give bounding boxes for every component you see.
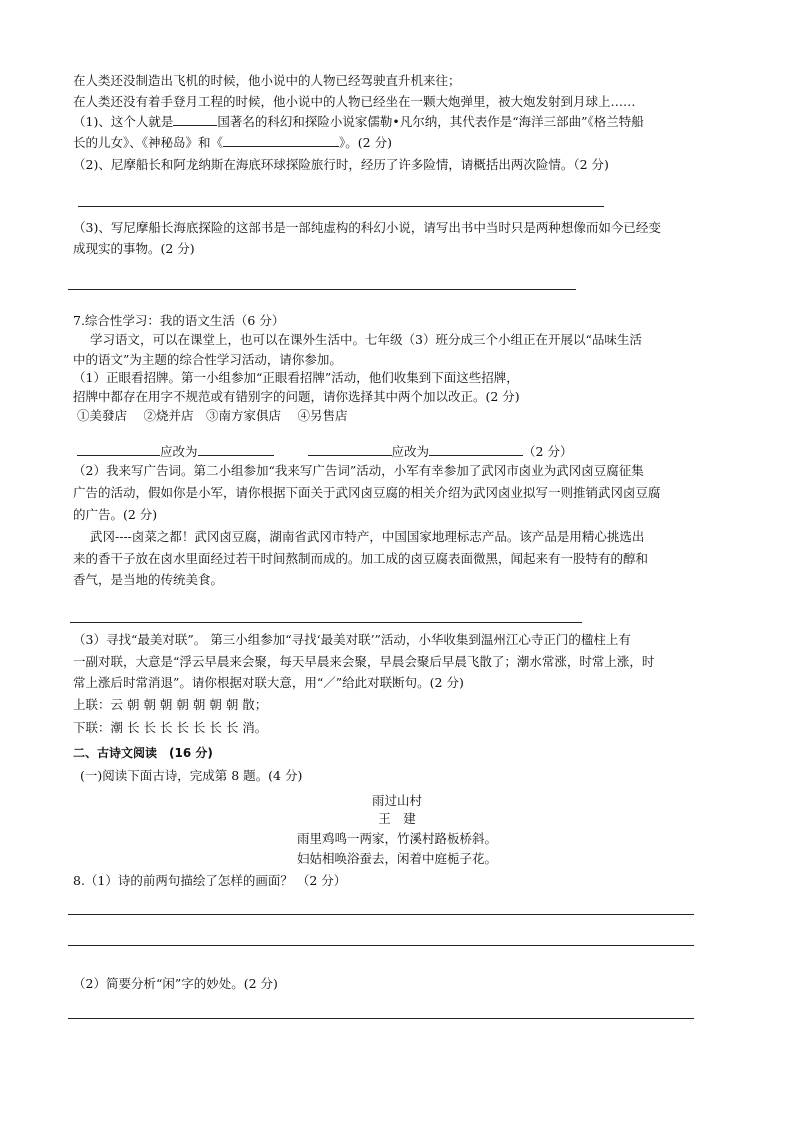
section-2-title: 二、古诗文阅读 (16 分): [73, 746, 213, 760]
couplet-upper: 上联：云 朝 朝 朝 朝 朝 朝 朝 散；: [73, 697, 268, 712]
intro-line-1: 在人类还没制造出飞机的时候，他小说中的人物已经驾驶直升机来往；: [73, 73, 461, 88]
couplet-lower: 下联：潮 长 长 长 长 长 长 长 消。: [73, 720, 268, 735]
q7-part2-line1: （2）我来写广告词。第二小组参加“我来写广告词”活动，小军有幸参加了武冈市卤业为武冈卤豆腐征集: [73, 463, 644, 478]
q7-part1-line1: （1）正眼看招牌。第一小组参加“正眼看招牌”活动，他们收集到下面这些招牌，: [73, 370, 519, 385]
q7-title: 7.综合性学习：我的语文生活（6 分）: [73, 313, 285, 328]
q6-part2: （2)、尼摩船长和阿龙纳斯在海底环球探险旅行时，经历了许多险情，请概括出两次险情。（2 分): [73, 157, 609, 172]
author-country-blank[interactable]: [173, 113, 217, 126]
q7-part3-line1: （3）寻找“最美对联”。 第三小组参加“寻找‘最美对联’”活动，小华收集到温州江心寺正门的楹柱上有: [73, 632, 631, 647]
answer-line-q8-2[interactable]: [68, 1018, 694, 1019]
q7-part1-line2: 招牌中都存在用字不规范或有错别字的问题，请你选择其中两个加以改正。(2 分): [73, 389, 520, 404]
poem-title: 雨过山村: [371, 793, 422, 808]
signboard-list: ①美發店 ②烧并店 ③南方家俱店 ④另售店: [77, 408, 348, 423]
q6-part1-text-a: （1)、这个人就是: [73, 114, 174, 129]
book-title-blank[interactable]: [223, 134, 339, 147]
q6-part1-text-d: 》。(2 分): [339, 135, 392, 150]
answer-line-q6-2[interactable]: [78, 206, 604, 207]
answer-line-ad[interactable]: [70, 622, 582, 623]
q7-intro-line1: 学习语文，可以在课堂上，也可以在课外生活中。七年级（3）班分成三个小组正在开展以“品味生活: [90, 332, 642, 347]
q7-part3-line3: 常上涨后时常消退”。请你根据对联大意，用“／”给此对联断句。(2 分): [73, 675, 464, 690]
wrong-sign-blank-2[interactable]: [308, 443, 392, 456]
fix-label-2: 应改为: [391, 444, 430, 459]
q6-part1-line1: [73, 113, 644, 131]
wrong-sign-blank-1[interactable]: [77, 443, 160, 456]
q6-part1-text-b: 国著名的科幻和探险小说家儒勒•凡尔纳，其代表作是“海洋三部曲”《格兰特船: [217, 114, 644, 129]
section-2-sub: (一)阅读下面古诗，完成第 8 题。(4 分): [80, 768, 303, 783]
answer-line-q8-1a[interactable]: [68, 914, 694, 915]
intro-line-2: 在人类还没有着手登月工程的时候，他小说中的人物已经坐在一颗大炮弹里，被大炮发射到月球上……: [73, 94, 636, 109]
answer-line-q8-1b[interactable]: [68, 945, 694, 946]
ad-intro-line1: 武冈----卤菜之都！武冈卤豆腐，湖南省武冈市特产，中国国家地理标志产品。该产品是用精心挑选出: [90, 529, 645, 544]
q7-part2-line2: 广告的活动，假如你是小军，请你根据下面关于武冈卤豆腐的相关介绍为武冈卤业拟写一则推销武冈卤豆腐: [73, 485, 661, 500]
q6-part1-text-c: 长的儿女》、《神秘岛》和《: [73, 135, 224, 150]
answer-line-q6-3[interactable]: [68, 289, 576, 290]
q6-part3-line1: （3)、写尼摩船长海底探险的这部书是一部纯虚构的科幻小说，请写出书中当时只是两种想像而如今已经变: [73, 220, 661, 235]
fix-score: （2 分）: [523, 444, 573, 459]
poem-line-1: 雨里鸡鸣一两家，竹溪村路板桥斜。: [296, 831, 497, 846]
ad-intro-line3: 香气，是当地的传统美食。: [73, 572, 224, 587]
fix-label-1: 应改为: [160, 444, 198, 459]
q7-part3-line2: 一副对联，大意是“浮云早晨来会聚，每天早晨来会聚，早晨会聚后早晨飞散了；潮水常涨，时常上涨，时: [73, 654, 655, 669]
correction-row: [77, 443, 572, 461]
q7-part2-line3: 的广告。(2 分): [73, 507, 158, 522]
fix-blank-2[interactable]: [429, 443, 523, 456]
q8-part2: （2）简要分析“闲”字的妙处。(2 分): [73, 976, 278, 991]
poem-line-2: 妇姑相唤浴蚕去，闲着中庭栀子花。: [296, 851, 497, 866]
ad-intro-line2: 来的香干子放在卤水里面经过若干时间熬制而成的。加工成的卤豆腐表面微黑，闻起来有一股特有的醇和: [73, 551, 649, 566]
q8-part1: 8.（1）诗的前两句描绘了怎样的画面？ （2 分）: [73, 873, 347, 888]
q6-part1-line2: [73, 134, 392, 152]
fix-blank-1[interactable]: [198, 443, 274, 456]
q6-part3-line2: 成现实的事物。(2 分): [73, 241, 195, 256]
poem-author: 王 建: [378, 811, 416, 826]
q7-intro-line2: 中的语文”为主题的综合性学习活动，请你参加。: [73, 352, 342, 367]
